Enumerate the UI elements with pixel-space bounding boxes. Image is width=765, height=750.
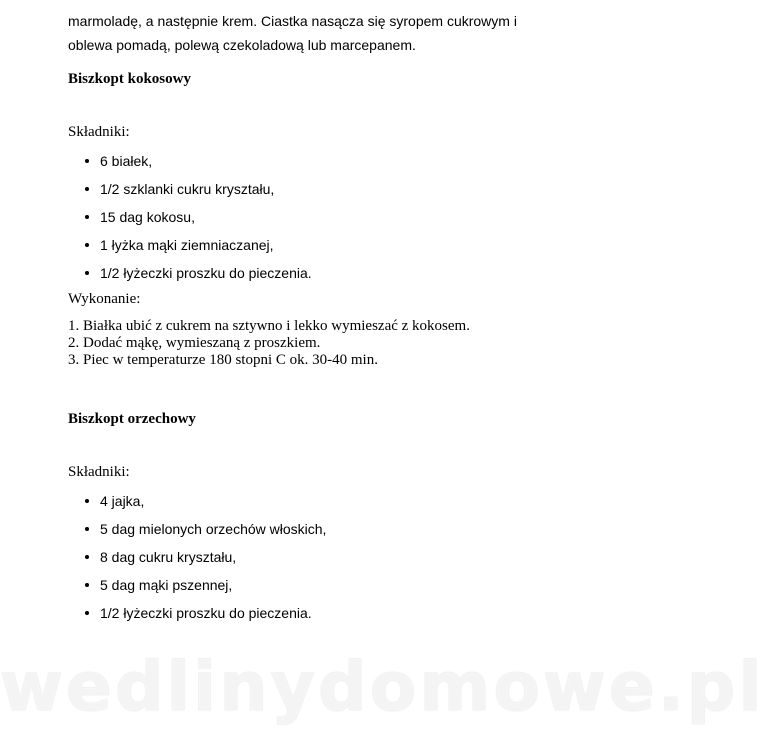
list-item: 1/2 łyżeczki proszku do pieczenia. bbox=[85, 264, 312, 292]
bullet-icon bbox=[85, 271, 89, 275]
step-item: 3. Piec w temperaturze 180 stopni C ok. 30-40 min. bbox=[68, 352, 378, 368]
list-item: 1 łyżka mąki ziemniaczanej, bbox=[85, 236, 312, 264]
list-item: 4 jajka, bbox=[85, 492, 326, 520]
list-item: 8 dag cukru kryształu, bbox=[85, 548, 326, 576]
recipe-title-coconut-sponge: Biszkopt kokosowy bbox=[68, 71, 191, 87]
list-item: 15 dag kokosu, bbox=[85, 208, 312, 236]
bullet-icon bbox=[85, 187, 89, 191]
ingredients-list-coconut bbox=[85, 152, 312, 292]
ingredients-label: Składniki: bbox=[68, 464, 130, 480]
bullet-icon bbox=[85, 555, 89, 559]
step-item: 2. Dodać mąkę, wymieszaną z proszkiem. bbox=[68, 335, 321, 351]
bullet-icon bbox=[85, 499, 89, 503]
bullet-icon bbox=[85, 583, 89, 587]
bullet-icon bbox=[85, 611, 89, 615]
recipe-title-walnut-sponge: Biszkopt orzechowy bbox=[68, 411, 196, 427]
ingredients-label: Składniki: bbox=[68, 124, 130, 140]
intro-paragraph-line-2: oblewa pomadą, polewą czekoladową lub marcepanem. bbox=[68, 37, 416, 53]
bullet-icon bbox=[85, 159, 89, 163]
method-label: Wykonanie: bbox=[68, 291, 141, 307]
list-item: 1/2 szklanki cukru kryształu, bbox=[85, 180, 312, 208]
watermark-text: wedlinydomowe.pl bbox=[0, 648, 765, 727]
list-item: 1/2 łyżeczki proszku do pieczenia. bbox=[85, 604, 326, 632]
bullet-icon bbox=[85, 215, 89, 219]
ingredients-list-walnut bbox=[85, 492, 326, 632]
step-item: 1. Białka ubić z cukrem na sztywno i lekko wymieszać z kokosem. bbox=[68, 318, 470, 334]
bullet-icon bbox=[85, 243, 89, 247]
list-item: 5 dag mielonych orzechów włoskich, bbox=[85, 520, 326, 548]
list-item: 5 dag mąki pszennej, bbox=[85, 576, 326, 604]
method-steps bbox=[68, 318, 470, 369]
intro-paragraph-line-1: marmoladę, a następnie krem. Ciastka nasącza się syropem cukrowym i bbox=[68, 13, 517, 29]
bullet-icon bbox=[85, 527, 89, 531]
list-item: 6 białek, bbox=[85, 152, 312, 180]
